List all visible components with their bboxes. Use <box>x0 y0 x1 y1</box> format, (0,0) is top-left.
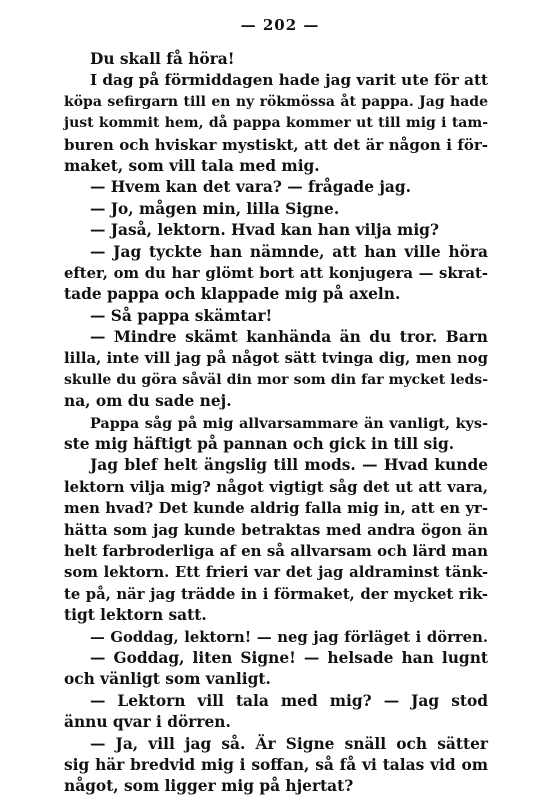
text-line: efter, om du har glömt bort att konjugera — skrat- <box>64 264 488 282</box>
text-line: — Jaså, lektorn. Hvad kan han vilja mig? <box>90 221 439 240</box>
page-number: — 202 — <box>240 16 320 34</box>
text-line: I dag på förmiddagen hade jag varit ute för att <box>90 71 488 90</box>
text-line: något, som ligger mig på hjertat? <box>64 777 354 796</box>
text-line: men hvad? Det kunde aldrig falla mig in, att en yr- <box>64 500 488 518</box>
text-line: — Mindre skämt kanhända än du tror. Barn <box>90 328 488 347</box>
text-line: helt farbroderliga af en så allvarsam och lärd man <box>64 541 488 560</box>
text-line: — Lektorn vill tala med mig? — Jag stod <box>90 691 488 710</box>
text-line: — Jag tyckte han nämnde, att han ville höra <box>90 242 488 261</box>
text-line: köpa sefirgarn till en ny rökmössa åt pappa. Jag hade <box>64 93 488 110</box>
text-line: te på, när jag trädde in i förmaket, der mycket rik- <box>64 585 488 603</box>
text-line: hätta som jag kunde betraktas med andra ögon än <box>64 521 488 539</box>
text-line: maket, som vill tala med mig. <box>64 156 320 175</box>
text-line: lektorn vilja mig? något vigtigt såg det ut att vara, <box>64 478 488 496</box>
text-line: buren och hviskar mystiskt, att det är någon i för- <box>64 135 488 154</box>
text-line: — Ja, vill jag så. Är Signe snäll och sätter <box>90 734 488 753</box>
text-line: Pappa såg på mig allvarsammare än vanligt, kys- <box>90 414 488 432</box>
body-text <box>64 49 488 798</box>
text-line: ste mig häftigt på pannan och gick in till sig. <box>64 435 455 454</box>
text-line: ännu qvar i dörren. <box>64 713 231 732</box>
text-line: som lektorn. Ett frieri var det jag aldraminst tänk- <box>64 564 488 582</box>
text-line: — Goddag, lektorn! — neg jag förläget i dörren. <box>90 628 488 646</box>
text-line: och vänligt som vanligt. <box>64 670 271 689</box>
text-line: tade pappa och klappade mig på axeln. <box>64 285 401 304</box>
text-line: Jag blef helt ängslig till mods. — Hvad kunde <box>90 456 488 475</box>
text-line: sig här bredvid mig i soffan, så få vi talas vid om <box>64 755 488 774</box>
text-line: lilla, inte vill jag på något sätt tvinga dig, men nog <box>64 350 488 368</box>
text-line: na, om du sade nej. <box>64 392 232 411</box>
text-line: skulle du göra såväl din mor som din far mycket leds- <box>64 371 488 388</box>
text-line: just kommit hem, då pappa kommer ut till mig i tam- <box>64 115 488 132</box>
text-line: Du skall få höra! <box>90 50 235 68</box>
text-line: — Jo, mågen min, lilla Signe. <box>90 199 340 218</box>
text-line: — Hvem kan det vara? — frågade jag. <box>90 178 412 197</box>
text-line: — Goddag, liten Signe! — helsade han lugnt <box>90 648 488 667</box>
text-line: tigt lektorn satt. <box>64 606 207 625</box>
text-line: — Så pappa skämtar! <box>90 306 273 325</box>
